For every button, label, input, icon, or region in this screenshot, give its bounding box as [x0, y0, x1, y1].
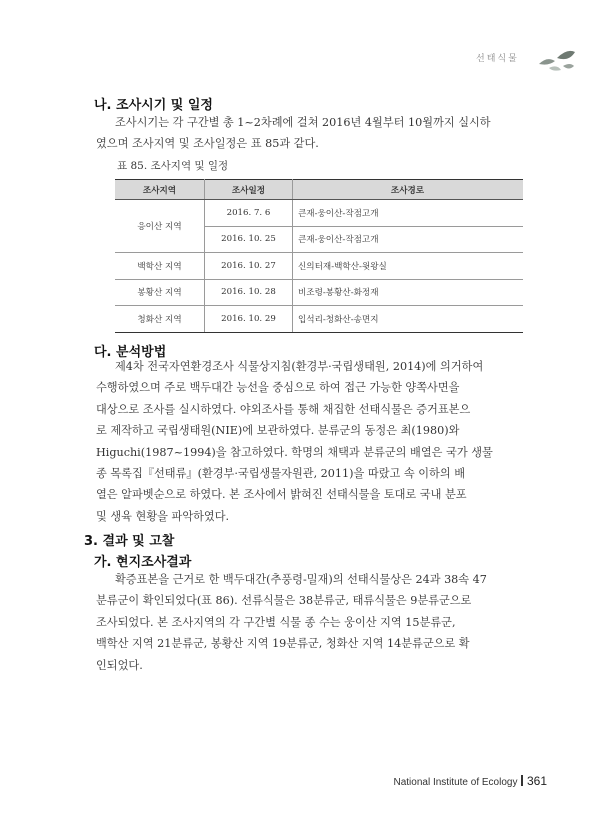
survey-schedule-table [115, 179, 523, 333]
survey-period-paragraph [96, 112, 524, 155]
route-cell: 신의터재-백학산-윗왕실 [293, 253, 524, 280]
running-header-label: 선태식물 [476, 54, 519, 64]
section-title-survey-period: 나. 조사시기 및 일정 [94, 98, 213, 113]
leaf-ornament-icon [537, 44, 577, 74]
paragraph-line: 제4차 전국자연환경조사 식물상지침(환경부·국립생태원, 2014)에 의거하여 [115, 360, 484, 373]
date-cell: 2016. 7. 6 [205, 200, 293, 227]
date-cell: 2016. 10. 25 [205, 226, 293, 253]
paragraph-line: 백학산 지역 21분류군, 봉황산 지역 19분류군, 청화산 지역 14분류군으로 확 [96, 637, 470, 651]
footer-institute-name: National Institute of Ecology [393, 777, 518, 788]
chapter-title-results: 3. 결과 및 고찰 [84, 534, 175, 549]
table-row [115, 279, 523, 306]
region-cell: 백학산 지역 [115, 253, 205, 280]
region-cell: 응이산 지역 [115, 200, 205, 253]
route-cell: 큰재-웅이산-작점고개 [293, 226, 524, 253]
paragraph-line: Higuchi(1987~1994)을 참고하였다. 학명의 채택과 분류군의 배열은 국가 생물 [96, 445, 493, 459]
paragraph-line: 수행하였으며 주로 백두대간 능선을 중심으로 하여 접근 가능한 양쪽사면을 [96, 381, 460, 395]
table-row [115, 306, 523, 333]
column-header-date: 조사일정 [205, 180, 293, 200]
route-cell: 입석리-청화산-송면지 [293, 306, 524, 333]
footer-divider [521, 775, 523, 786]
date-cell: 2016. 10. 29 [205, 306, 293, 333]
section-title-field-results: 가. 현지조사결과 [94, 555, 192, 570]
table-header-row [115, 180, 523, 200]
paragraph-line: 인되었다. [96, 658, 143, 672]
route-cell: 큰재-웅이산-작점고개 [293, 200, 524, 227]
paragraph-line: 로 제작하고 국립생태원(NIE)에 보관하였다. 분류군의 동정은 최(1980)와 [96, 424, 460, 438]
paragraph-line: 및 생육 현황을 파악하였다. [96, 509, 230, 523]
analysis-method-paragraph [96, 356, 524, 527]
paragraph-line: 조사되었다. 본 조사지역의 각 구간별 식물 종 수는 웅이산 지역 15분류군, [96, 615, 456, 629]
paragraph-line: 종 목록집『선태류』(환경부·국립생물자원관, 2011)을 따랐고 속 이하의 배 [96, 467, 466, 481]
paragraph-line: 대상으로 조사를 실시하였다. 야외조사를 통해 채집한 선태식물은 증거표본으 [96, 402, 471, 416]
paragraph-line: 조사시기는 각 구간별 총 1~2차례에 걸쳐 2016년 4월부터 10월까지 실시하 [115, 116, 491, 129]
route-cell: 비조령-봉황산-화정재 [293, 279, 524, 306]
region-cell: 청화산 지역 [115, 306, 205, 333]
page-number: 361 [526, 774, 547, 788]
paragraph-line: 였으며 조사지역 및 조사일정은 표 85과 같다. [96, 137, 319, 151]
paragraph-line: 열은 알파벳순으로 하였다. 본 조사에서 밝혀진 선태식물을 토대로 국내 분포 [96, 488, 467, 502]
date-cell: 2016. 10. 28 [205, 279, 293, 306]
region-cell: 봉황산 지역 [115, 279, 205, 306]
table-row [115, 200, 523, 227]
column-header-route: 조사경로 [293, 180, 524, 200]
paragraph-line: 확증표본을 근거로 한 백두대간(추풍령-밀재)의 선태식물상은 24과 38속 47 [115, 573, 487, 586]
paragraph-line: 분류군이 확인되었다(표 86). 선류식물은 38분류군, 태류식물은 9분류군으로 [96, 594, 472, 608]
table-caption: 표 85. 조사지역 및 일정 [117, 160, 229, 172]
section-title-analysis-method: 다. 분석방법 [94, 345, 167, 360]
column-header-region: 조사지역 [115, 180, 205, 200]
page-footer [394, 774, 548, 788]
date-cell: 2016. 10. 27 [205, 253, 293, 280]
field-results-paragraph [96, 569, 524, 676]
table-row [115, 253, 523, 280]
